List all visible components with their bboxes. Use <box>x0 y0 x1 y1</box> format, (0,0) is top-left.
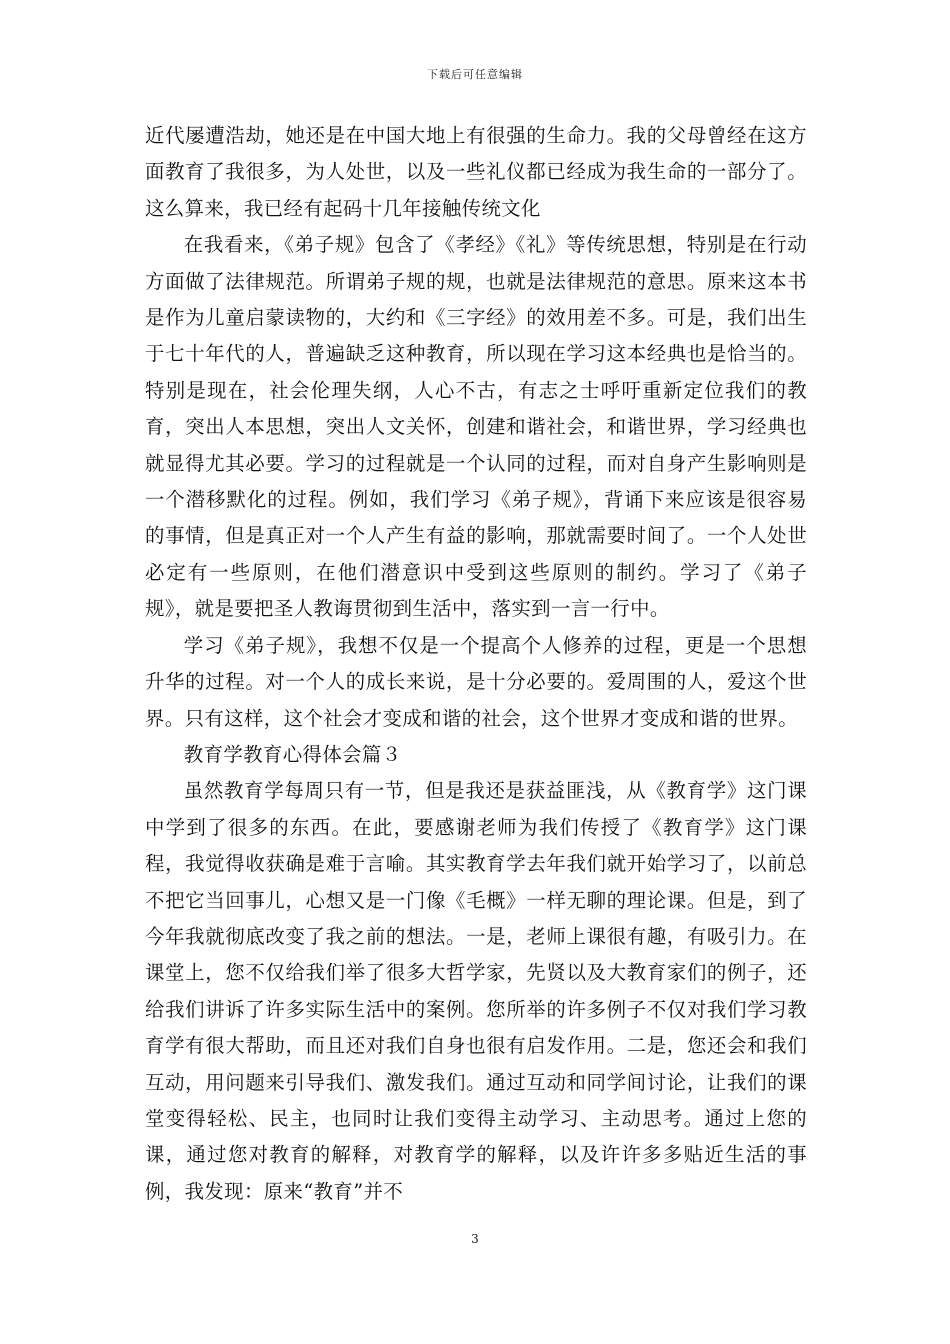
paragraph-dizigui-analysis: 在我看来，《弟子规》包含了《孝经》《礼》等传统思想，特别是在行动方面做了法律规范。所谓弟子规的规，也就是法律规范的意思。原来这本书是作为儿童启蒙读物的，大约和《三字经》的效用差不多。可是，我们出生于七十年代的人，普遍缺乏这种教育，所以现在学习这本经典也是恰当的。特别是现在，社会伦理失纲，人心不古，有志之士呼吁重新定位我们的教育，突出人本思想，突出人文关怀，创建和谐社会，和谐世界，学习经典也就显得尤其必要。学习的过程就是一个认同的过程，而对自身产生影响则是一个潜移默化的过程。例如，我们学习《弟子规》，背诵下来应该是很容易的事情，但是真正对一个人产生有益的影响，那就需要时间了。一个人处世必定有一些原则，在他们潜意识中受到这些原则的制约。学习了《弟子规》，就是要把圣人教诲贯彻到生活中，落实到一言一行中。 <box>145 233 807 621</box>
paragraph-continuation: 近代屡遭浩劫，她还是在中国大地上有很强的生命力。我的父母曾经在这方面教育了我很多，为人处世，以及一些礼仪都已经成为我生命的一部分了。这么算来，我已经有起码十几年接触传统文化 <box>145 124 807 220</box>
paragraph-education-course: 虽然教育学每周只有一节，但是我还是获益匪浅，从《教育学》这门课中学到了很多的东西。在此，要感谢老师为我们传授了《教育学》这门课程，我觉得收获确是难于言喻。其实教育学去年我们就开始学习了，以前总不把它当回事儿，心想又是一门像《毛概》一样无聊的理论课。但是，到了今年我就彻底改变了我之前的想法。一是，老师上课很有趣，有吸引力。在课堂上，您不仅给我们举了很多大哲学家，先贤以及大教育家们的例子，还给我们讲诉了许多实际生活中的案例。您所举的许多例子不仅对我们学习教育学有很大帮助，而且还对我们自身也很有启发作用。二是，您还会和我们互动，用问题来引导我们、激发我们。通过互动和同学间讨论，让我们的课堂变得轻松、民主，也同时让我们变得主动学习、主动思考。通过上您的课，通过您对教育的解释，对教育学的解释，以及许许多多贴近生活的事例，我发现：原来“教育”并不 <box>145 779 807 1203</box>
paragraph-dizigui-conclusion: 学习《弟子规》，我想不仅是一个提高个人修养的过程，更是一个思想升华的过程。对一个人的成长来说，是十分必要的。爱周围的人，爱这个世界。只有这样，这个社会才变成和谐的社会，这个世界才变成和谐的世界。 <box>145 633 807 730</box>
document-body <box>145 118 807 1210</box>
page-header-note: 下载后可任意编辑 <box>427 68 523 81</box>
page-number: 3 <box>471 1232 479 1246</box>
section-heading: 教育学教育心得体会篇３ <box>183 742 402 766</box>
